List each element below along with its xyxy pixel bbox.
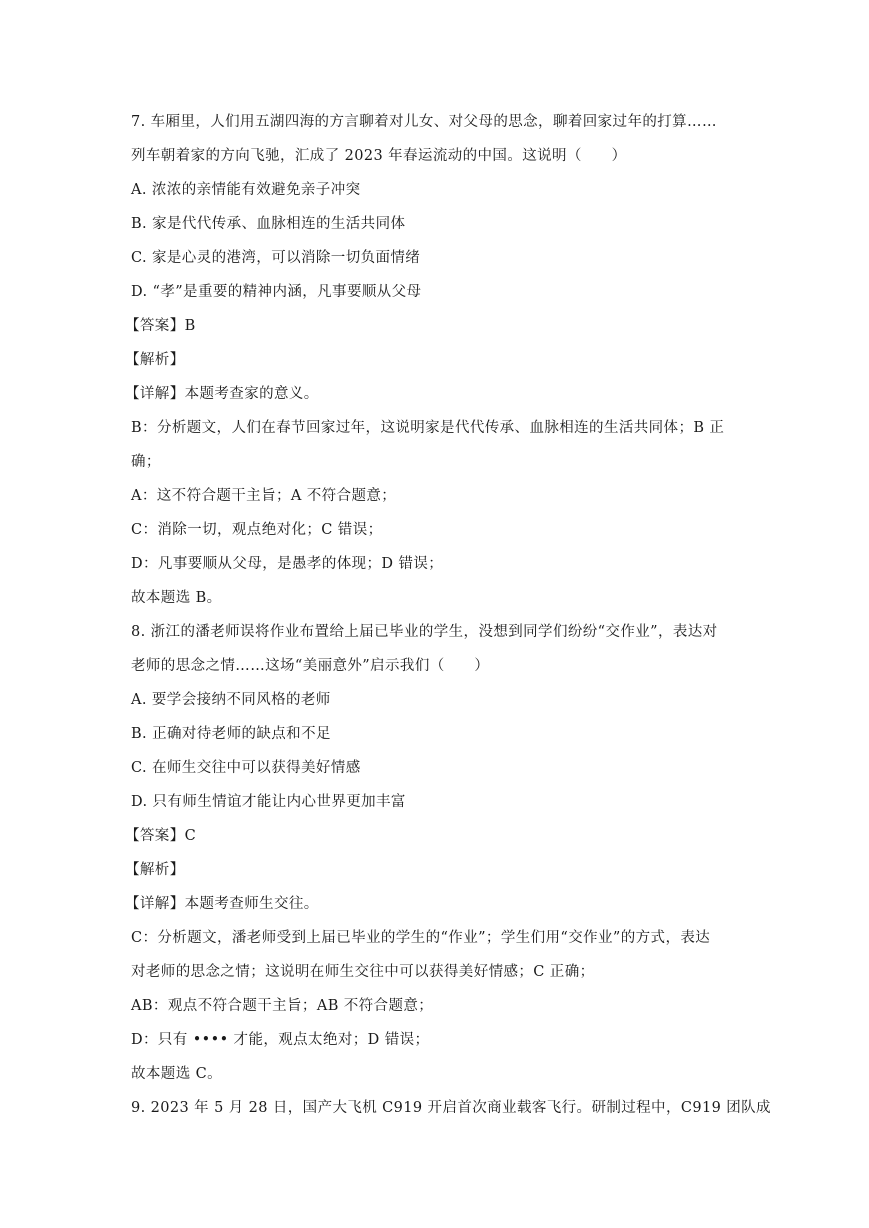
q9-stem-line-1: 9. 2023 年 5 月 28 日，国产大飞机 C919 开启首次商业载客飞行。研制过程中，C919 团队成 xyxy=(131,1100,771,1116)
q7-answer: 【答案】B xyxy=(125,318,196,334)
q8-explain-c-line-2: 对老师的思念之情；这说明在师生交往中可以获得美好情感；C 正确； xyxy=(131,964,595,980)
q7-explain-a: A：这不符合题干主旨；A 不符合题意； xyxy=(131,488,397,504)
q8-answer: 【答案】C xyxy=(125,828,197,844)
q7-detail: 【详解】本题考查家的意义。 xyxy=(125,386,319,402)
q8-explain-ab: AB：观点不符合题干主旨；AB 不符合题意； xyxy=(131,998,434,1014)
q8-detail: 【详解】本题考查师生交往。 xyxy=(125,896,319,912)
q7-conclusion: 故本题选 B。 xyxy=(131,590,222,606)
q8-option-b: B. 正确对待老师的缺点和不足 xyxy=(131,726,331,742)
q7-option-d: D. “孝”是重要的精神内涵，凡事要顺从父母 xyxy=(131,284,422,300)
q7-explain-b-line-2: 确； xyxy=(131,454,161,470)
q7-analysis-heading: 【解析】 xyxy=(125,352,185,368)
q8-option-c: C. 在师生交往中可以获得美好情感 xyxy=(131,760,361,776)
q8-analysis-heading: 【解析】 xyxy=(125,862,185,878)
q8-stem-line-1: 8. 浙江的潘老师误将作业布置给上届已毕业的学生，没想到同学们纷纷“交作业”，表达对 xyxy=(131,624,718,640)
q8-explain-d: D：只有 •••• 才能，观点太绝对；D 错误； xyxy=(131,1032,430,1048)
q7-explain-c: C：消除一切，观点绝对化；C 错误； xyxy=(131,522,383,538)
q7-stem-line-1: 7. 车厢里，人们用五湖四海的方言聊着对儿女、对父母的思念，聊着回家过年的打算…… xyxy=(131,114,717,130)
q7-stem-line-2: 列车朝着家的方向飞驰，汇成了 2023 年春运流动的中国。这说明（ ） xyxy=(131,148,627,164)
q8-conclusion: 故本题选 C。 xyxy=(131,1066,223,1082)
q8-stem-line-2: 老师的思念之情……这场“美丽意外”启示我们（ ） xyxy=(131,658,490,674)
q7-option-a: A. 浓浓的亲情能有效避免亲子冲突 xyxy=(131,182,361,198)
q8-explain-c-line-1: C：分析题文，潘老师受到上届已毕业的学生的“作业”；学生们用“交作业”的方式，表达 xyxy=(131,930,711,946)
q7-option-c: C. 家是心灵的港湾，可以消除一切负面情绪 xyxy=(131,250,421,266)
q7-explain-d: D：凡事要顺从父母，是愚孝的体现；D 错误； xyxy=(131,556,444,572)
q8-option-d: D. 只有师生情谊才能让内心世界更加丰富 xyxy=(131,794,406,810)
q7-option-b: B. 家是代代传承、血脉相连的生活共同体 xyxy=(131,216,406,232)
q7-explain-b-line-1: B：分析题文，人们在春节回家过年，这说明家是代代传承、血脉相连的生活共同体；B 正 xyxy=(131,420,725,436)
q8-option-a: A. 要学会接纳不同风格的老师 xyxy=(131,692,331,708)
